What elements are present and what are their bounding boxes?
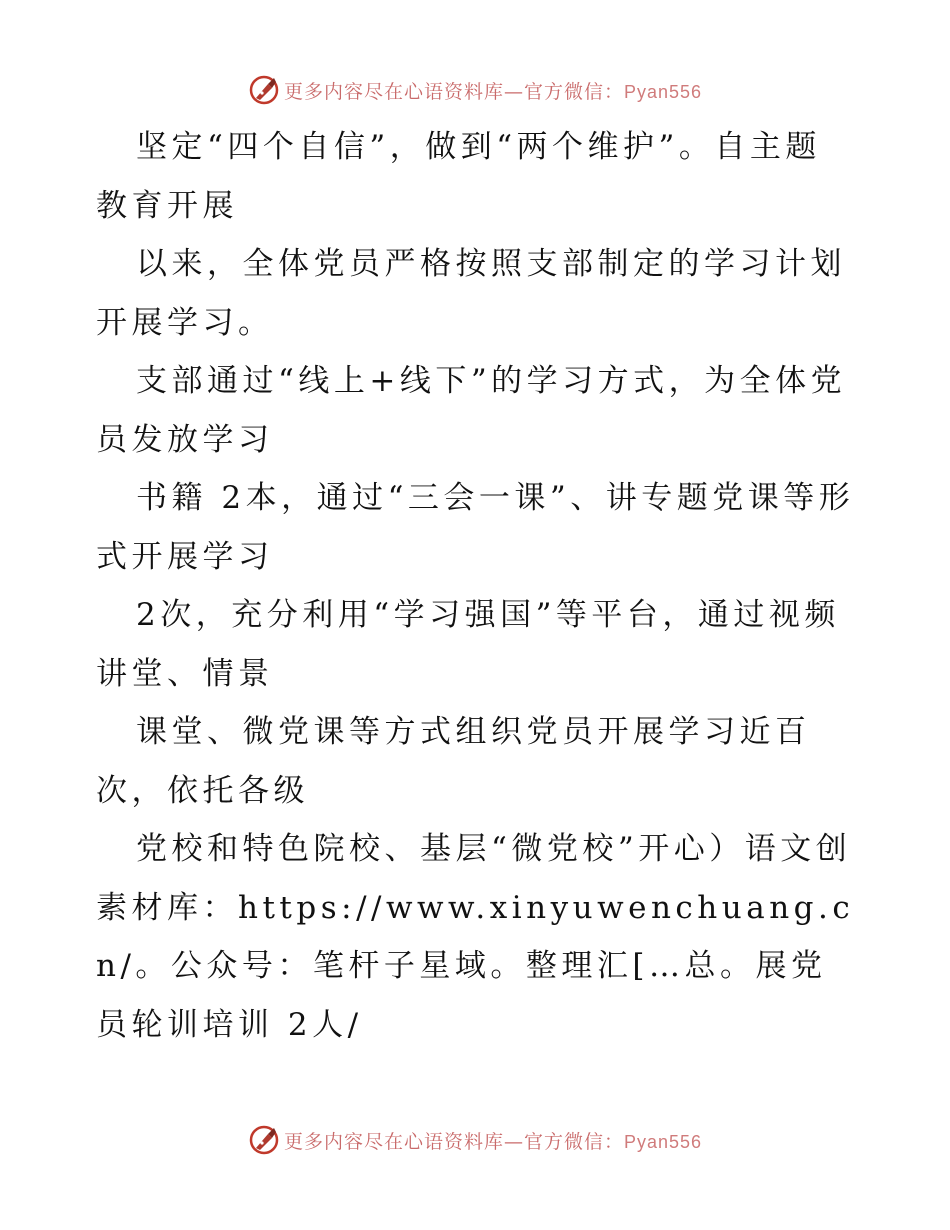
watermark-text-cn: 更多内容尽在心语资料库—官方微信： xyxy=(283,1130,624,1153)
watermark-text-cn: 更多内容尽在心语资料库—官方微信： xyxy=(283,80,624,103)
document-body xyxy=(96,118,856,1054)
header-watermark xyxy=(0,70,950,110)
pen-nib-logo-icon xyxy=(248,1124,280,1156)
watermark-wechat-id: Pyan556 xyxy=(623,81,703,102)
paragraph: 2次，充分利用“学习强国”等平台，通过视频讲堂、情景 xyxy=(96,597,840,692)
watermark-text xyxy=(284,77,702,104)
paragraph: 课堂、微党课等方式组织党员开展学习近百次，依托各级 xyxy=(96,714,811,809)
paragraph: 书籍 2本，通过“三会一课”、讲专题党课等形式开展学习 xyxy=(96,480,855,575)
paragraph: 支部通过“线上+线下”的学习方式，为全体党员发放学习 xyxy=(96,363,847,458)
paragraph: 坚定“四个自信”，做到“两个维护”。自主题教育开展 xyxy=(96,129,821,224)
watermark-text xyxy=(284,1127,702,1154)
pen-nib-logo-icon xyxy=(248,74,280,106)
paragraph: 以来，全体党员严格按照支部制定的学习计划开展学习。 xyxy=(96,246,846,341)
watermark-wechat-id: Pyan556 xyxy=(623,1131,703,1152)
paragraph: 党校和特色院校、基层“微党校”开心）语文创素材库：https://www.xinyuwenchuang.cn/。公众号：笔杆子星域。整理汇[…总。展党员轮训培训 2人/ xyxy=(96,831,855,1043)
footer-watermark xyxy=(0,1120,950,1160)
